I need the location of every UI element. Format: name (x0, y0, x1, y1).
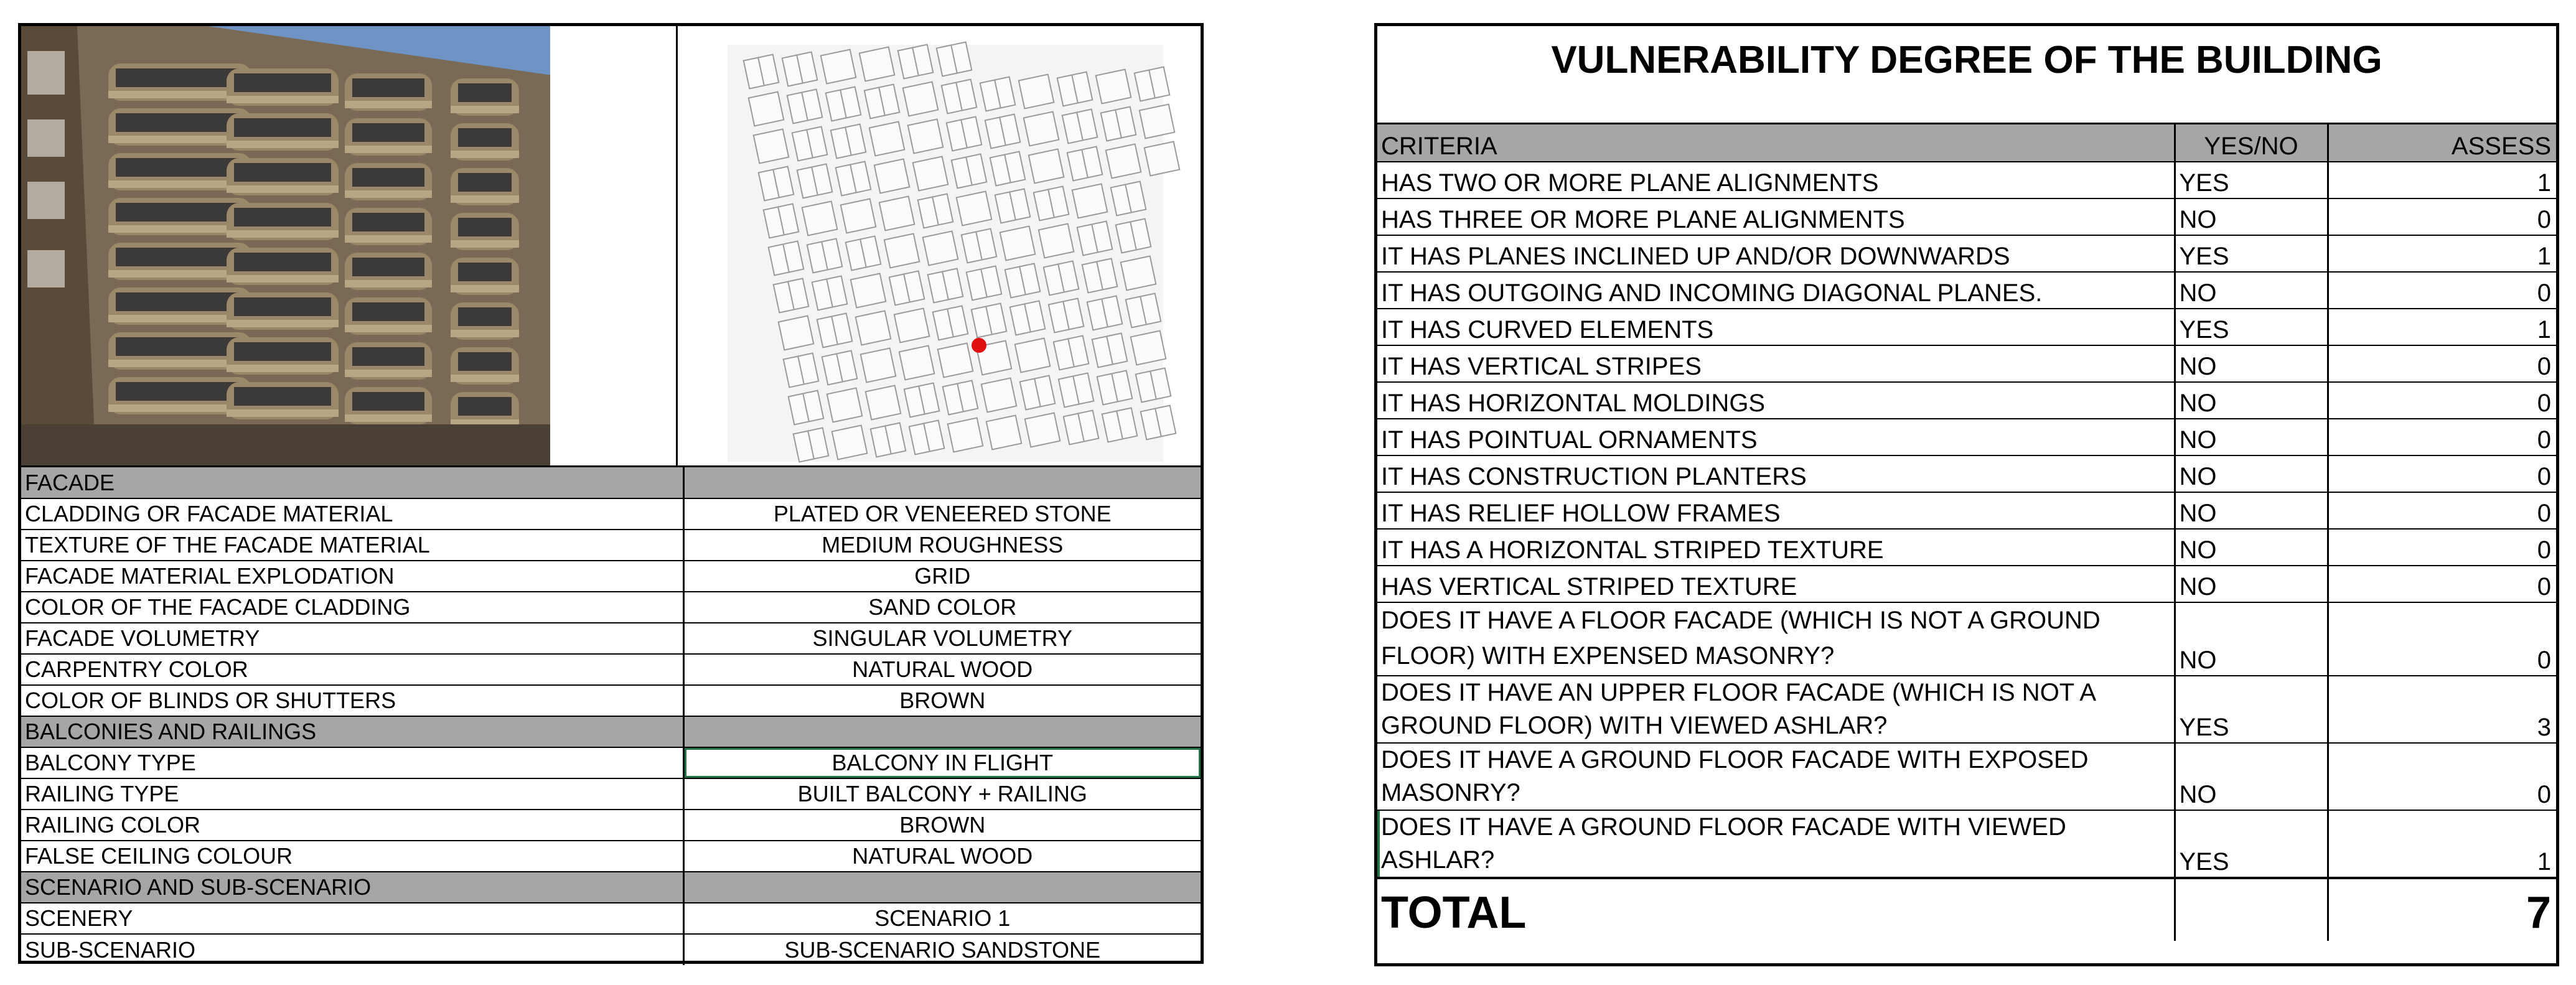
attribute-label[interactable]: RAILING COLOR (21, 810, 683, 841)
criteria-line: ASHLAR? (1381, 846, 1495, 874)
criteria-line: DOES IT HAVE A GROUND FLOOR FACADE WITH EXPOSED (1381, 746, 2089, 773)
yesno-cell[interactable]: YES (2175, 309, 2328, 345)
attribute-value[interactable]: MEDIUM ROUGHNESS (683, 530, 1201, 561)
table-row (21, 654, 1201, 685)
total-value[interactable]: 7 (2328, 878, 2556, 941)
yesno-cell[interactable]: NO (2175, 602, 2328, 676)
yesno-cell[interactable]: YES (2175, 810, 2328, 878)
criteria-cell[interactable]: IT HAS RELIEF HOLLOW FRAMES (1377, 492, 2175, 529)
assess-cell[interactable]: 0 (2328, 529, 2556, 566)
table-row (21, 592, 1201, 623)
attribute-value[interactable]: GRID (683, 561, 1201, 592)
attribute-label[interactable]: FALSE CEILING COLOUR (21, 841, 683, 872)
assess-cell[interactable]: 0 (2328, 455, 2556, 492)
criteria-cell[interactable] (1377, 810, 2175, 878)
yesno-cell[interactable]: NO (2175, 382, 2328, 419)
table-row (21, 498, 1201, 530)
table-row (1377, 235, 2556, 272)
criteria-line: FLOOR) WITH EXPENSED MASONRY? (1381, 642, 1835, 670)
attribute-label[interactable]: CLADDING OR FACADE MATERIAL (21, 498, 683, 530)
table-row (21, 934, 1201, 965)
assess-cell[interactable]: 1 (2328, 162, 2556, 198)
table-row (1377, 419, 2556, 455)
criteria-cell[interactable]: HAS THREE OR MORE PLANE ALIGNMENTS (1377, 198, 2175, 235)
assess-cell[interactable]: 0 (2328, 272, 2556, 309)
criteria-line: DOES IT HAVE A FLOOR FACADE (WHICH IS NOT A GROUND (1381, 607, 2101, 634)
criteria-cell[interactable]: HAS TWO OR MORE PLANE ALIGNMENTS (1377, 162, 2175, 198)
table-row (21, 685, 1201, 716)
table-row (21, 747, 1201, 778)
assess-cell[interactable]: 0 (2328, 419, 2556, 455)
table-row (1377, 492, 2556, 529)
assess-cell[interactable]: 3 (2328, 676, 2556, 743)
location-map-cell (678, 26, 1201, 465)
table-row (1377, 382, 2556, 419)
assess-cell[interactable]: 0 (2328, 566, 2556, 602)
attribute-label[interactable]: COLOR OF BLINDS OR SHUTTERS (21, 685, 683, 716)
criteria-line: MASONRY? (1381, 779, 1520, 806)
criteria-cell[interactable]: IT HAS PLANES INCLINED UP AND/OR DOWNWARDS (1377, 235, 2175, 272)
location-marker (972, 338, 986, 353)
attribute-label[interactable]: SUB-SCENARIO (21, 934, 683, 965)
yesno-cell[interactable]: NO (2175, 455, 2328, 492)
criteria-cell[interactable] (1377, 602, 2175, 676)
table-row (1377, 566, 2556, 602)
criteria-line: GROUND FLOOR) WITH VIEWED ASHLAR? (1381, 712, 1888, 739)
assess-cell[interactable]: 0 (2328, 492, 2556, 529)
table-row (21, 903, 1201, 934)
criteria-header: CRITERIA (1377, 124, 2175, 162)
yesno-cell[interactable]: YES (2175, 676, 2328, 743)
criteria-cell[interactable]: IT HAS OUTGOING AND INCOMING DIAGONAL PLANES. (1377, 272, 2175, 309)
criteria-line: DOES IT HAVE A GROUND FLOOR FACADE WITH VIEWED (1381, 813, 2066, 841)
assess-header: ASSESS (2328, 124, 2556, 162)
table-row (1377, 162, 2556, 198)
attribute-value[interactable]: BROWN (683, 810, 1201, 841)
criteria-cell[interactable]: IT HAS CONSTRUCTION PLANTERS (1377, 455, 2175, 492)
attribute-value[interactable]: BALCONY IN FLIGHT (683, 747, 1201, 778)
assess-cell[interactable]: 1 (2328, 810, 2556, 878)
building-photo-cell (21, 26, 678, 465)
section-label[interactable]: FACADE (21, 467, 683, 498)
attribute-value[interactable] (683, 872, 1201, 903)
attribute-value[interactable]: SAND COLOR (683, 592, 1201, 623)
table-row (21, 530, 1201, 561)
table-row (21, 810, 1201, 841)
assess-cell[interactable]: 0 (2328, 382, 2556, 419)
attribute-value[interactable] (683, 716, 1201, 747)
total-empty-cell (2175, 878, 2328, 941)
section-row (21, 872, 1201, 903)
table-row (1377, 345, 2556, 382)
yesno-cell[interactable]: NO (2175, 345, 2328, 382)
attribute-label[interactable]: TEXTURE OF THE FACADE MATERIAL (21, 530, 683, 561)
table-row (1377, 602, 2556, 676)
attribute-label[interactable]: SCENERY (21, 903, 683, 934)
criteria-cell[interactable]: IT HAS HORIZONTAL MOLDINGS (1377, 382, 2175, 419)
yesno-cell[interactable]: NO (2175, 198, 2328, 235)
criteria-cell[interactable]: IT HAS CURVED ELEMENTS (1377, 309, 2175, 345)
attribute-label[interactable]: COLOR OF THE FACADE CLADDING (21, 592, 683, 623)
section-row (21, 467, 1201, 498)
assess-cell[interactable]: 0 (2328, 743, 2556, 810)
criteria-cell[interactable]: IT HAS A HORIZONTAL STRIPED TEXTURE (1377, 529, 2175, 566)
table-row (21, 778, 1201, 810)
table-row (1377, 272, 2556, 309)
table-row (1377, 743, 2556, 810)
attribute-value[interactable]: SUB-SCENARIO SANDSTONE (784, 936, 1100, 963)
attribute-label[interactable]: FACADE MATERIAL EXPLODATION (21, 561, 683, 592)
vulnerability-table (1377, 124, 2556, 941)
yesno-cell[interactable]: NO (2175, 743, 2328, 810)
attribute-value[interactable]: NATURAL WOOD (683, 654, 1201, 685)
assess-cell[interactable]: 1 (2328, 309, 2556, 345)
table-row (1377, 529, 2556, 566)
yesno-cell[interactable]: NO (2175, 566, 2328, 602)
criteria-cell[interactable]: IT HAS VERTICAL STRIPES (1377, 345, 2175, 382)
yesno-cell[interactable]: NO (2175, 272, 2328, 309)
yesno-header: YES/NO (2175, 124, 2328, 162)
assess-cell[interactable]: 1 (2328, 235, 2556, 272)
yesno-cell[interactable]: NO (2175, 419, 2328, 455)
table-row (1377, 810, 2556, 878)
attribute-label[interactable]: BALCONY TYPE (21, 747, 683, 778)
yesno-cell[interactable]: YES (2175, 235, 2328, 272)
attribute-value[interactable]: BUILT BALCONY + RAILING (683, 778, 1201, 810)
yesno-cell[interactable]: NO (2175, 529, 2328, 566)
table-row (1377, 198, 2556, 235)
table-row (1377, 309, 2556, 345)
section-label[interactable]: SCENARIO AND SUB-SCENARIO (21, 872, 683, 903)
attribute-value[interactable]: SCENARIO 1 (683, 903, 1201, 934)
attribute-label[interactable]: CARPENTRY COLOR (21, 654, 683, 685)
criteria-line: DOES IT HAVE AN UPPER FLOOR FACADE (WHICH IS NOT A (1381, 679, 2097, 706)
attribute-label[interactable]: RAILING TYPE (21, 778, 683, 810)
vulnerability-sheet (1374, 23, 2559, 966)
location-map (678, 26, 1201, 465)
attribute-value[interactable] (683, 467, 1201, 498)
attribute-value[interactable]: NATURAL WOOD (683, 841, 1201, 872)
table-row (21, 841, 1201, 872)
assess-cell[interactable]: 0 (2328, 198, 2556, 235)
criteria-cell[interactable]: HAS VERTICAL STRIPED TEXTURE (1377, 566, 2175, 602)
assess-cell[interactable]: 0 (2328, 345, 2556, 382)
yesno-cell[interactable]: YES (2175, 162, 2328, 198)
total-label: TOTAL (1377, 878, 2175, 941)
attribute-label[interactable]: FACADE VOLUMETRY (21, 623, 683, 654)
table-row (21, 561, 1201, 592)
page-title: VULNERABILITY DEGREE OF THE BUILDING (1377, 26, 2556, 124)
building-facade-photo (21, 26, 676, 465)
criteria-cell[interactable] (1377, 743, 2175, 810)
section-label[interactable]: BALCONIES AND RAILINGS (21, 716, 683, 747)
total-row (1377, 878, 2556, 941)
attribute-value[interactable]: BROWN (683, 685, 1201, 716)
table-header-row (1377, 124, 2556, 162)
yesno-cell[interactable]: NO (2175, 492, 2328, 529)
table-row (21, 623, 1201, 654)
table-row (1377, 455, 2556, 492)
attribute-value[interactable]: SINGULAR VOLUMETRY (683, 623, 1201, 654)
criteria-cell[interactable] (1377, 676, 2175, 743)
images-row (21, 26, 1201, 467)
facade-characteristics-sheet (18, 23, 1204, 964)
table-row (1377, 676, 2556, 743)
criteria-cell[interactable]: IT HAS POINTUAL ORNAMENTS (1377, 419, 2175, 455)
assess-cell[interactable]: 0 (2328, 602, 2556, 676)
section-row (21, 716, 1201, 747)
attribute-value[interactable]: PLATED OR VENEERED STONE (683, 498, 1201, 530)
facade-attributes-table (21, 467, 1201, 965)
